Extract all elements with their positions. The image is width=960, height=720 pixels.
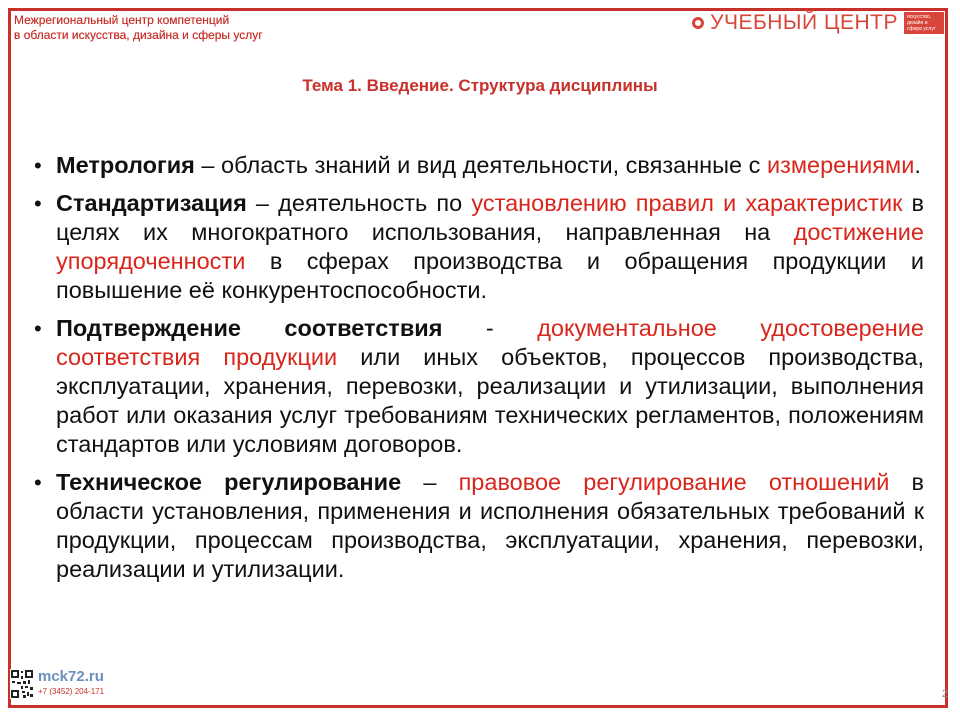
highlight-text: установлению правил и характеристик [471,190,903,216]
org-line-1: Межрегиональный центр компетенций [14,13,230,27]
definition-standardization [34,189,924,305]
text-part: . [914,152,921,178]
logo-tagline: искусство, дизайн и сфера услуг [904,12,944,34]
definitions-list [34,151,924,593]
text-part: в сферах производства и обращения продукции и повышение её конкурентоспособности. [56,248,924,303]
highlight-text: документальное удостоверение соответствия продукции [56,315,924,370]
highlight-text: достижение упорядоченности [56,219,924,274]
definition-text [56,314,924,459]
bullet-icon: • [34,316,42,341]
definition-metrology [34,151,924,180]
dash: – [194,152,222,178]
logo-text: УЧЕБНЫЙ ЦЕНТР [710,11,898,34]
page-number: 2 [941,688,948,700]
text-part: область знаний и вид деятельности, связанные с [221,152,767,178]
definition-text [56,151,924,180]
term: Техническое регулирование [56,469,402,495]
logo-ring-icon [692,17,704,29]
text-part: или иных объектов, процессов производства, эксплуатации, хранения, перевозки, реализации и утилизации, выполнения работ или оказания услуг требованиям технических регламентов, положениям стандартов или условиям договоров. [56,344,924,457]
highlight-text: измерениями [766,152,915,178]
slide-title: Тема 1. Введение. Структура дисциплины [302,76,658,95]
text-part: в целях их многократного использования, направленная на [56,190,924,245]
website-link[interactable]: mck72.ru [38,668,104,685]
bullet-icon: • [34,153,42,178]
dash: – [246,190,279,216]
term: Подтверждение соответствия [56,315,443,341]
organization-name [14,13,263,43]
dash: - [442,315,538,341]
bullet-icon: • [34,191,42,216]
org-line-2: в области искусства, дизайна и сферы услуг [14,28,263,42]
term: Метрология [56,152,195,178]
phone-number: +7 (3452) 204-171 [38,687,105,696]
definition-conformity-confirmation [34,314,924,459]
training-center-logo [692,12,944,34]
highlight-text: правовое регулирование отношений [458,469,890,495]
text-part: в области установления, применения и исполнения обязательных требований к продукции, процессам производства, эксплуатации, хранения, перевозки, реализации и утилизации. [56,469,924,582]
term: Стандартизация [56,190,247,216]
dash: – [401,469,459,495]
bullet-icon: • [34,470,42,495]
definition-technical-regulation [34,468,924,584]
definition-text [56,468,924,584]
qr-code-icon [10,669,34,699]
text-part: деятельность по [278,190,472,216]
definition-text [56,189,924,305]
